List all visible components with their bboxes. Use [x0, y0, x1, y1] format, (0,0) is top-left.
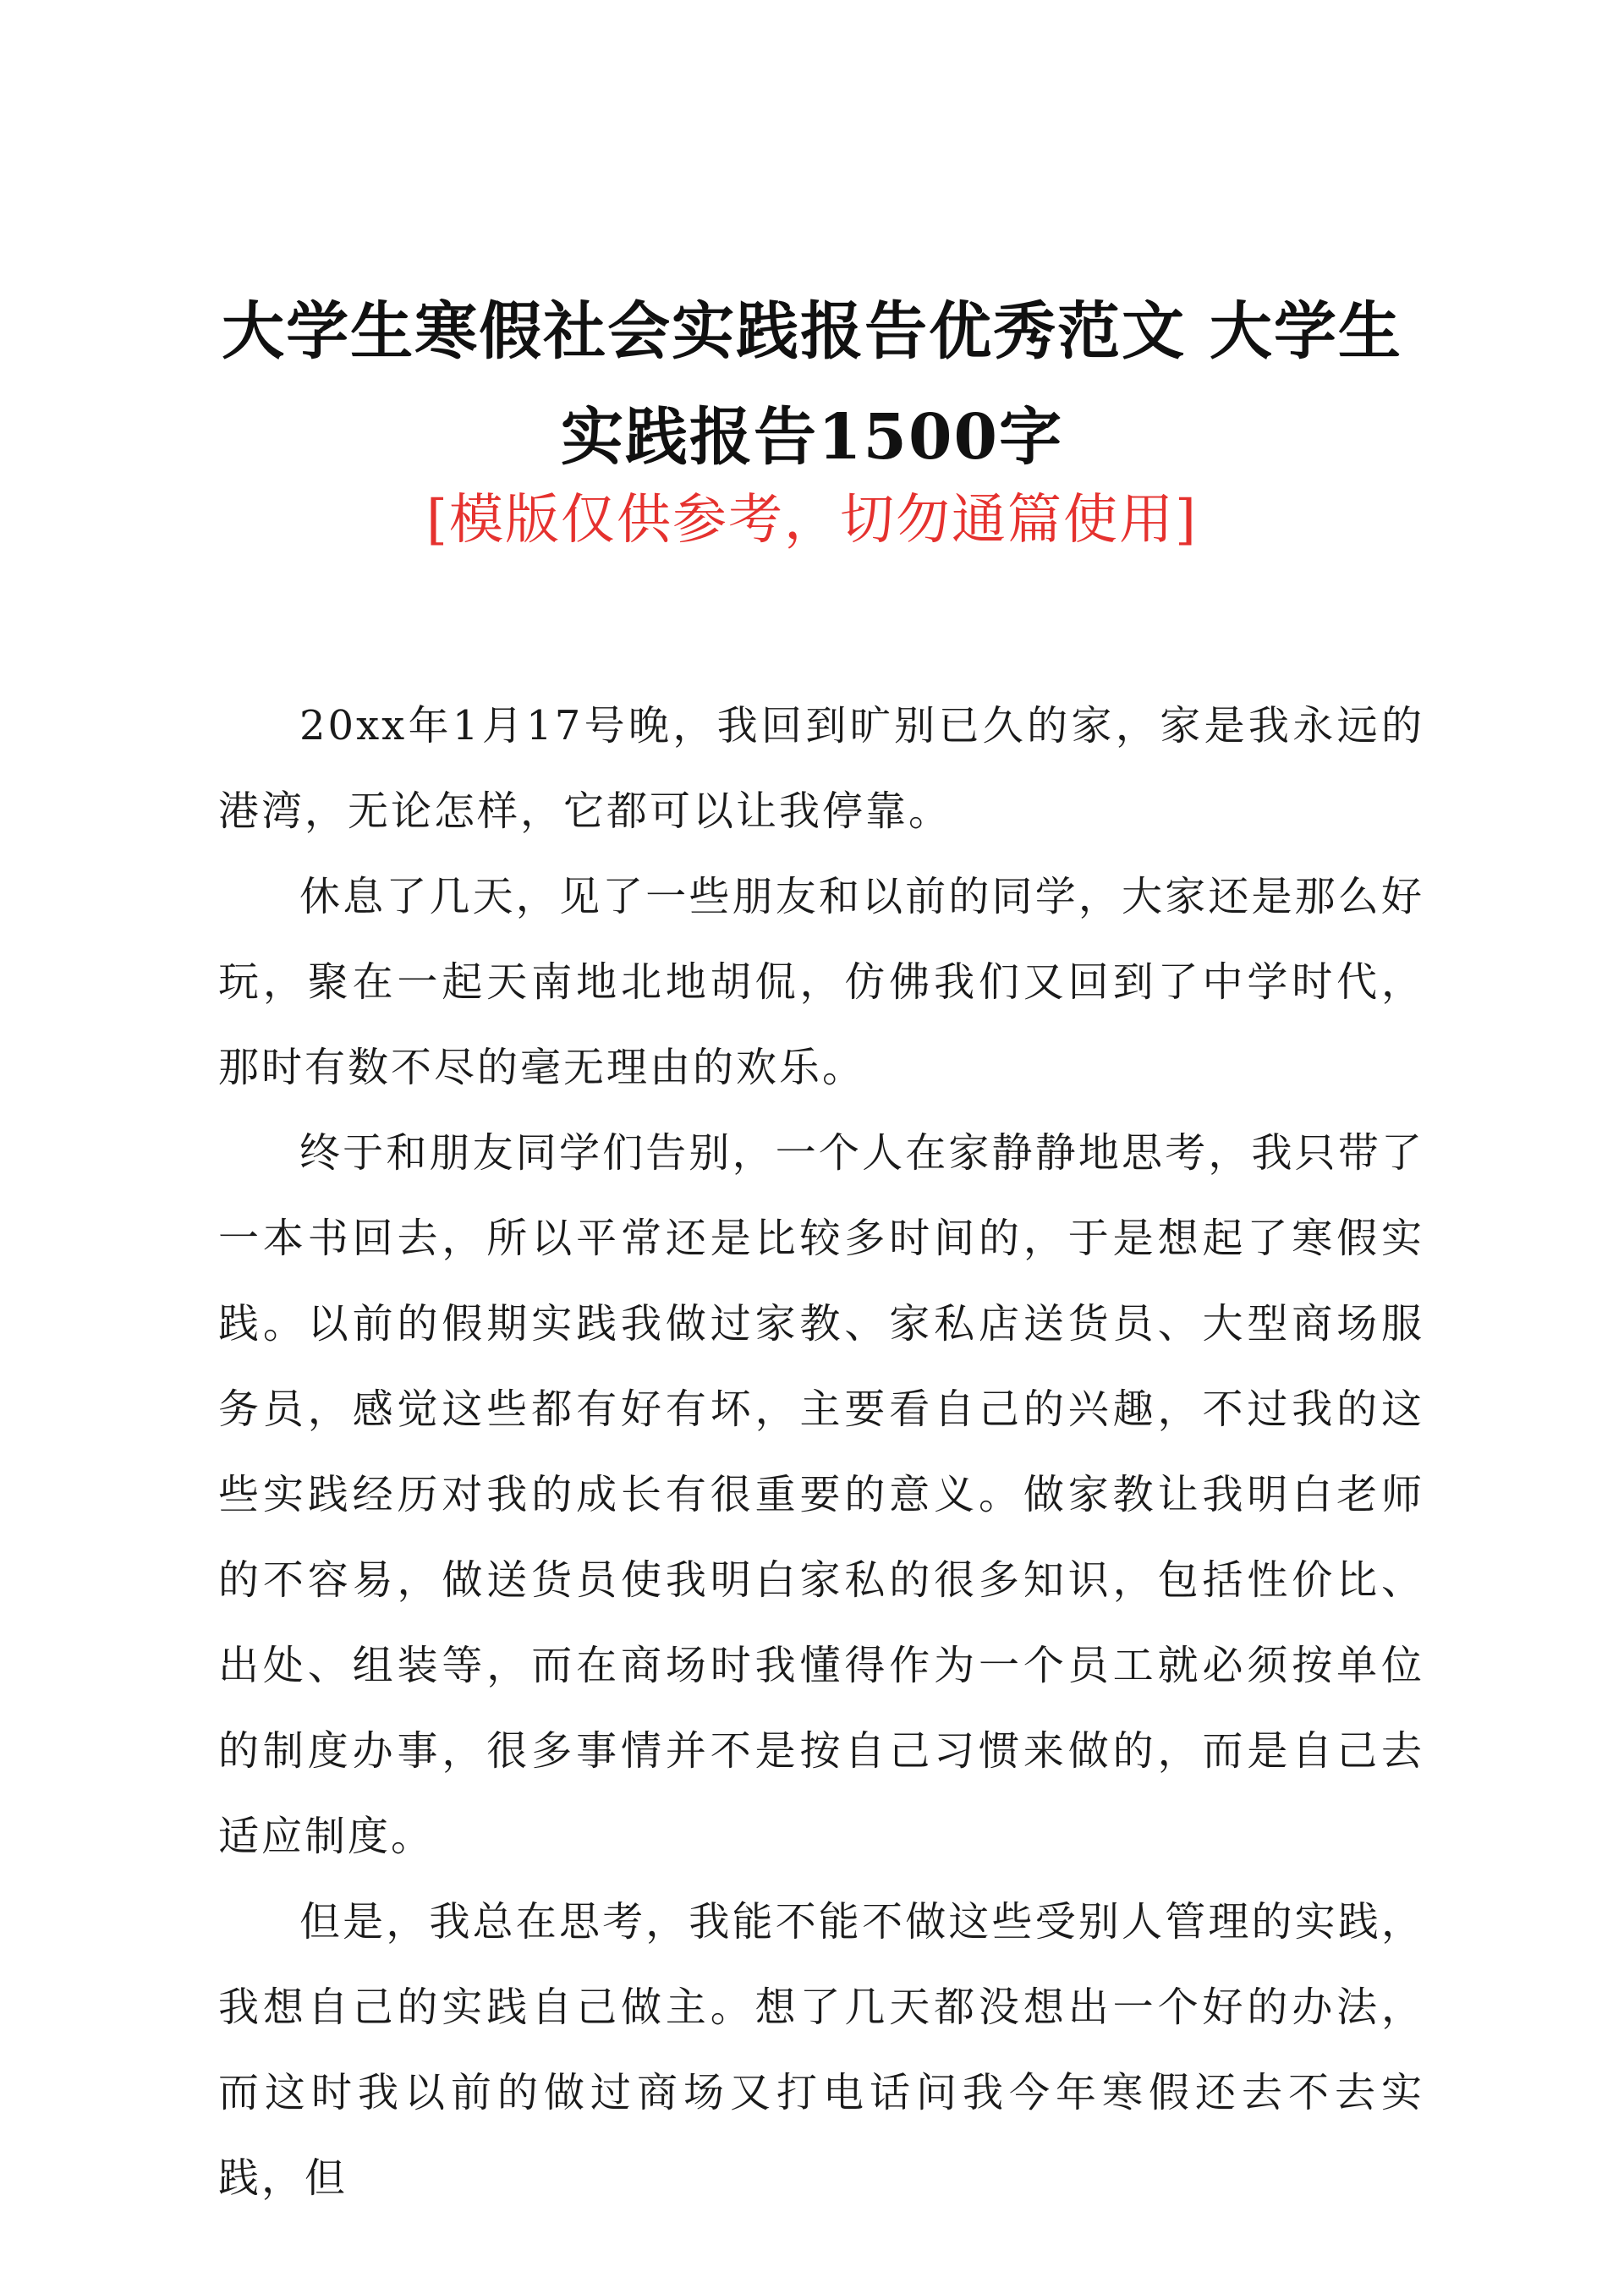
paragraph: 终于和朋友同学们告别，一个人在家静静地思考，我只带了一本书回去，所以平常还是比较多时间的，于是想起了寒假实践。以前的假期实践我做过家教、家私店送货员、大型商场服务员，感觉这些都有好有坏，主要看自己的兴趣，不过我的这些实践经历对我的成长有很重要的意义。做家教让我明白老师的不容易，做送货员使我明白家私的很多知识，包括性价比、出处、组装等，而在商场时我懂得作为一个员工就必须按单位的制度办事，很多事情并不是按自己习惯来做的，而是自己去适应制度。 [218, 1129, 1424, 1860]
paragraph: 休息了几天，见了一些朋友和以前的同学，大家还是那么好玩，聚在一起天南地北地胡侃，仿佛我们又回到了中学时代，那时有数不尽的毫无理由的欢乐。 [218, 873, 1424, 1091]
paragraph: 但是，我总在思考，我能不能不做这些受别人管理的实践，我想自己的实践自己做主。想了几天都没想出一个好的办法，而这时我以前的做过商场又打电话问我今年寒假还去不去实践，但 [218, 1898, 1424, 2202]
paragraph: 20xx年1月17号晚，我回到旷别已久的家，家是我永远的港湾，无论怎样，它都可以让我停靠。 [218, 702, 1424, 835]
template-notice: [模版仅供参考，切勿通篇使用] [426, 489, 1198, 552]
document-title: 大学生寒假社会实践报告优秀范文 大学生实践报告1500字 [222, 295, 1402, 474]
document-body [218, 683, 1424, 2221]
